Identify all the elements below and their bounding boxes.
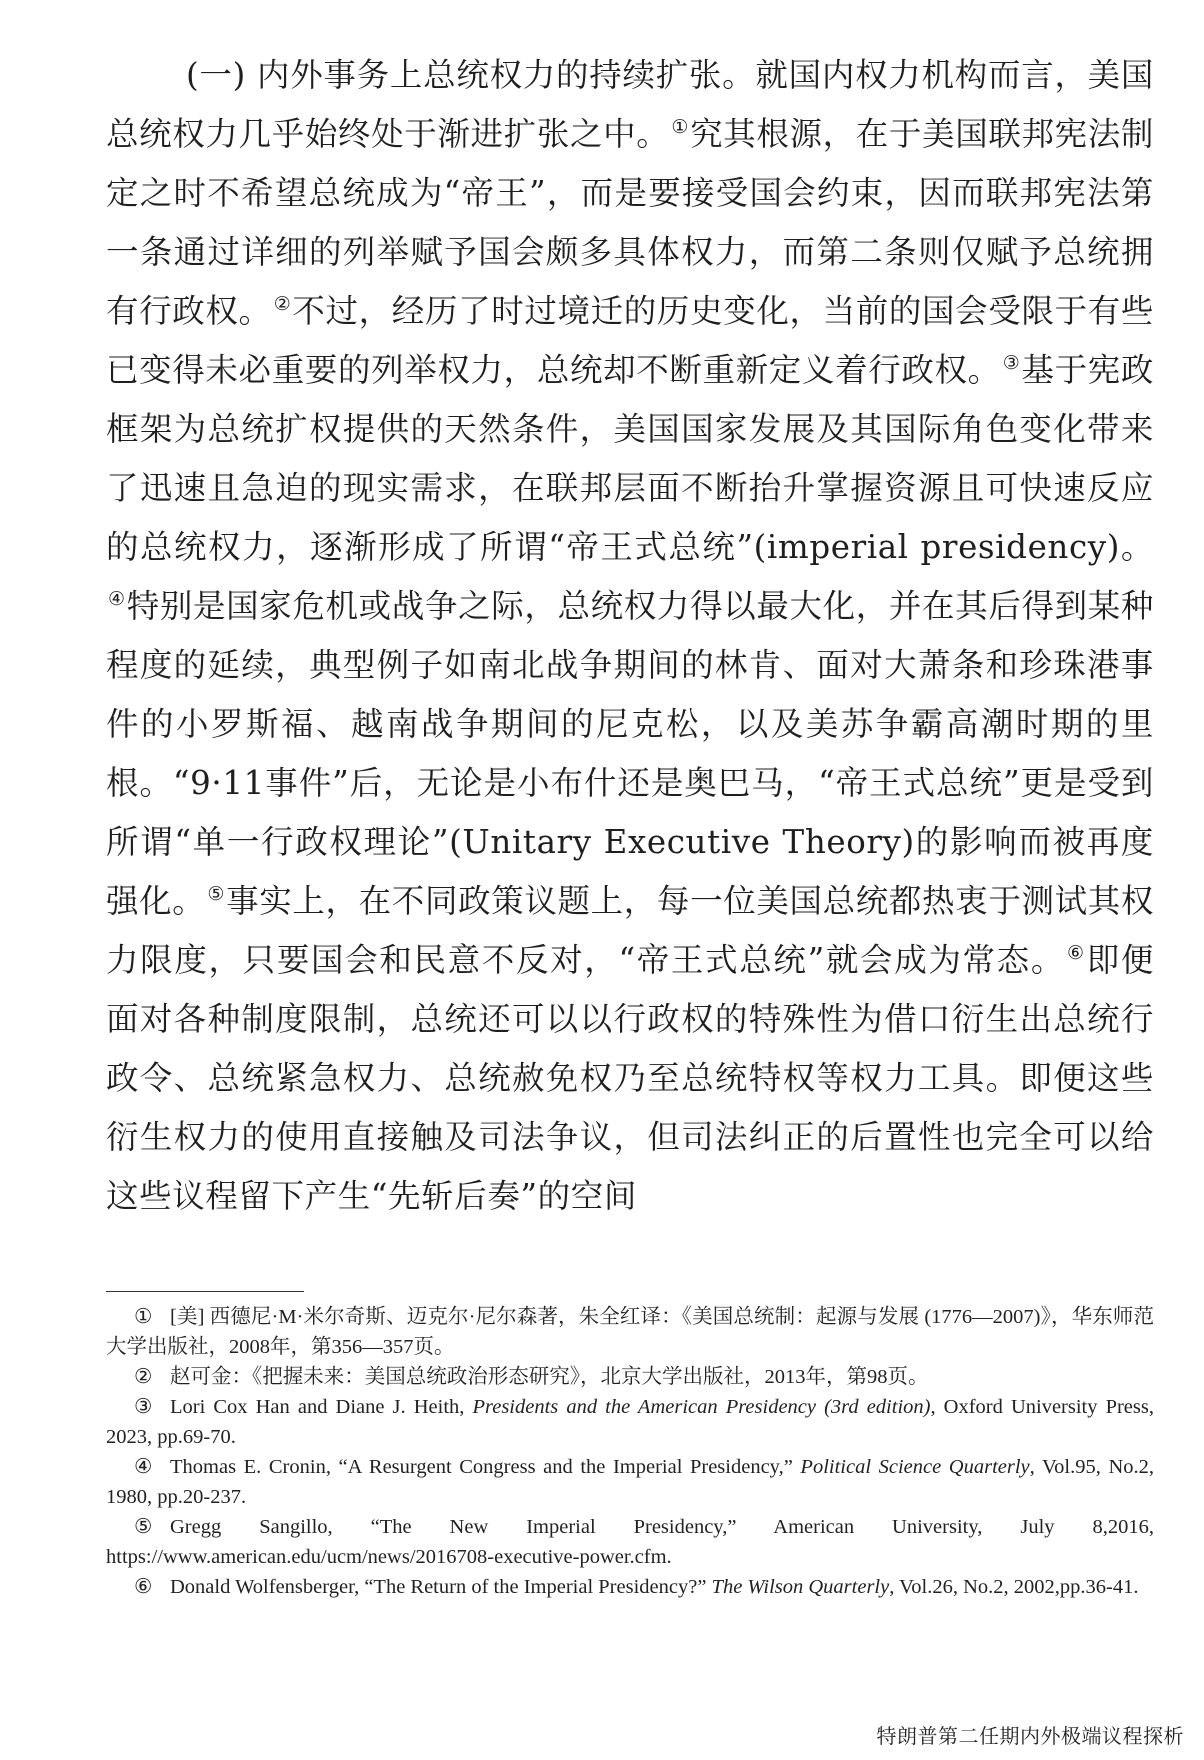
body-text-run: 特别是国家危机或战争之际，总统权力得以最大化，并在其后得到某种程度的延续，典型例子如南北战争期间的林肯、面对大萧条和珍珠港事件的小罗斯福、越南战争期间的尼克松，以及美苏争霸高潮时期的里根。“9·11事件”后，无论是小布什还是奥巴马，“帝王式总统”更是受到所谓“单一行政权理论”(Unitary Executive Theory)的影响而被再度强化。 — [106, 587, 1154, 920]
footnote-text: , Vol.26, No.2, 2002,pp.36-41. — [889, 1576, 1139, 1598]
footnote-item — [106, 1512, 1154, 1572]
running-footer-title: 特朗普第二任期内外极端议程探析 — [876, 1724, 1184, 1748]
footnote-number: ⑤ — [134, 1516, 153, 1538]
footnote-text: [美] 西德尼·M·米尔奇斯、迈克尔·尼尔森著，朱全红译：《美国总统制：起源与发展 (1776—2007)》，华东师范大学出版社，2008年，第356—357页。 — [106, 1306, 1154, 1358]
body-text-run: (一) 内外事务上总统权力的持续扩张。就国内权力机构而言，美国总统权力几乎始终处于渐进扩张之中。 — [106, 56, 1154, 153]
footnote-text: Gregg Sangillo, “The New Imperial Presidency,” American University, July 8,2016, https://www.american.edu/ucm/news/2016708-executive-power.cfm. — [106, 1516, 1154, 1568]
footnote-title-italic: Presidents and the American Presidency (3rd edition) — [472, 1396, 931, 1418]
body-text-run: 即便面对各种制度限制，总统还可以以行政权的特殊性为借口衍生出总统行政令、总统紧急权力、总统赦免权乃至总统特权等权力工具。即便这些衍生权力的使用直接触及司法争议，但司法纠正的后置性也完全可以给这些议程留下产生“先斩后奏”的空间 — [106, 941, 1154, 1215]
footnote-title-italic: Political Science Quarterly — [800, 1456, 1030, 1478]
footnote-item — [106, 1362, 1154, 1392]
footnote-number: ④ — [134, 1456, 153, 1478]
footnote-title-italic: The Wilson Quarterly — [711, 1576, 890, 1598]
footnote-item — [106, 1392, 1154, 1452]
footnote-text: Lori Cox Han and Diane J. Heith, — [170, 1396, 473, 1418]
footnote-item — [106, 1302, 1154, 1362]
footnote-number: ② — [134, 1366, 153, 1388]
footnote-reference-mark: ④ — [108, 588, 126, 610]
footnote-reference-mark: ① — [671, 116, 690, 138]
body-text-run: 事实上，在不同政策议题上，每一位美国总统都热衷于测试其权力限度，只要国会和民意不反对，“帝王式总统”就会成为常态。 — [106, 882, 1154, 979]
footnote-separator — [106, 1291, 304, 1292]
footnote-reference-mark: ③ — [1002, 352, 1021, 374]
footnote-text: Thomas E. Cronin, “A Resurgent Congress and the Imperial Presidency,” — [170, 1456, 801, 1478]
footnote-number: ⑥ — [134, 1576, 153, 1598]
footnote-item — [106, 1572, 1154, 1602]
footnote-number: ③ — [134, 1396, 153, 1418]
footnote-reference-mark: ⑥ — [1067, 942, 1086, 964]
footnote-item — [106, 1452, 1154, 1512]
footnote-number: ① — [134, 1306, 153, 1328]
body-text-run: 究其根源，在于美国联邦宪法制定之时不希望总统成为“帝王”，而是要接受国会约束，因而联邦宪法第一条通过详细的列举赋予国会颇多具体权力，而第二条则仅赋予总统拥有行政权。 — [106, 115, 1155, 330]
main-paragraph — [106, 46, 1154, 1226]
footnotes-section — [106, 1302, 1154, 1602]
footnote-text: , Oxford University Press, 2023, pp.69-70. — [106, 1396, 1154, 1448]
body-text-run: 基于宪政框架为总统扩权提供的天然条件，美国国家发展及其国际角色变化带来了迅速且急迫的现实需求，在联邦层面不断抬升掌握资源且可快速反应的总统权力，逐渐形成了所谓“帝王式总统”(imperial presidency)。 — [106, 351, 1155, 566]
footnote-text: , Vol.95, No.2, 1980, pp.20-237. — [106, 1456, 1155, 1508]
footnote-reference-mark: ⑤ — [207, 883, 226, 905]
footnote-reference-mark: ② — [273, 293, 292, 315]
footnote-text: 赵可金：《把握未来：美国总统政治形态研究》，北京大学出版社，2013年，第98页。 — [170, 1366, 929, 1388]
footnote-text: Donald Wolfensberger, “The Return of the Imperial Presidency?” — [170, 1576, 712, 1598]
body-text-run: 不过，经历了时过境迁的历史变化，当前的国会受限于有些已变得未必重要的列举权力，总统却不断重新定义着行政权。 — [106, 292, 1154, 389]
